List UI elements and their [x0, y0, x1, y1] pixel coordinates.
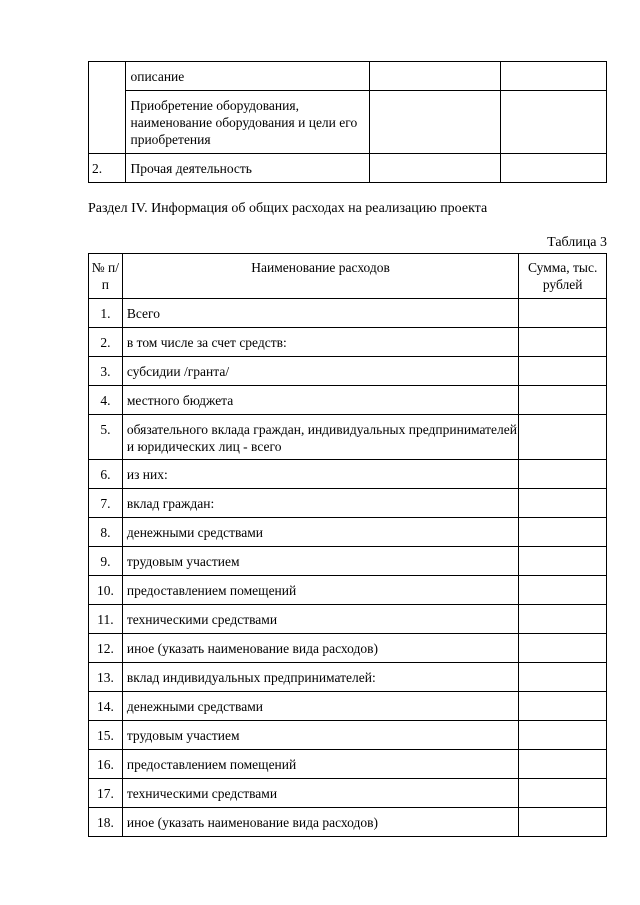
row-number-cell: 5.	[89, 415, 123, 460]
row-number-cell: 13.	[89, 663, 123, 692]
table-row	[89, 518, 607, 547]
value-cell	[370, 91, 501, 154]
table-row	[89, 328, 607, 357]
expense-name-cell: обязательного вклада граждан, индивидуальных предпринимателей и юридических лиц - всего	[122, 415, 519, 460]
header-sum: Сумма, тыс. рублей	[519, 254, 607, 299]
row-number-cell: 10.	[89, 576, 123, 605]
table-row	[89, 460, 607, 489]
table-row	[89, 299, 607, 328]
value-cell	[370, 154, 501, 183]
table-row	[89, 415, 607, 460]
row-number-cell	[89, 62, 126, 154]
table-row	[89, 663, 607, 692]
table-row	[89, 721, 607, 750]
sum-cell	[519, 692, 607, 721]
row-number-cell: 7.	[89, 489, 123, 518]
table-row	[89, 692, 607, 721]
value-cell	[370, 62, 501, 91]
expense-name-cell: трудовым участием	[122, 721, 519, 750]
row-number-cell: 4.	[89, 386, 123, 415]
sum-cell	[519, 634, 607, 663]
sum-cell	[519, 518, 607, 547]
table-caption: Таблица 3	[547, 235, 607, 250]
sum-cell	[519, 357, 607, 386]
row-number-cell: 16.	[89, 750, 123, 779]
table-header-row	[89, 254, 607, 299]
expense-name-cell: вклад граждан:	[122, 489, 519, 518]
expense-name-cell: предоставлением помещений	[122, 750, 519, 779]
expense-name-cell: в том числе за счет средств:	[122, 328, 519, 357]
table-row	[89, 386, 607, 415]
expense-continuation-table	[88, 61, 607, 183]
table-row	[89, 605, 607, 634]
expense-name-cell: иное (указать наименование вида расходов)	[122, 808, 519, 837]
sum-cell	[519, 299, 607, 328]
table-row	[89, 91, 607, 154]
row-number-cell: 12.	[89, 634, 123, 663]
description-cell: описание	[126, 62, 370, 91]
expense-name-cell: трудовым участием	[122, 547, 519, 576]
expenses-table	[88, 253, 607, 837]
row-number-cell: 17.	[89, 779, 123, 808]
expense-name-cell: из них:	[122, 460, 519, 489]
sum-cell	[519, 721, 607, 750]
row-number-cell: 8.	[89, 518, 123, 547]
expense-name-cell: денежными средствами	[122, 518, 519, 547]
sum-cell	[519, 460, 607, 489]
expense-name-cell: субсидии /гранта/	[122, 357, 519, 386]
row-number-cell: 2.	[89, 328, 123, 357]
table-row	[89, 62, 607, 91]
table-row	[89, 489, 607, 518]
table-row	[89, 779, 607, 808]
sum-cell	[519, 663, 607, 692]
description-cell: Прочая деятельность	[126, 154, 370, 183]
table-row	[89, 547, 607, 576]
table-row	[89, 154, 607, 183]
value-cell	[501, 62, 607, 91]
header-num: № п/п	[89, 254, 123, 299]
header-name: Наименование расходов	[122, 254, 519, 299]
expense-name-cell: Всего	[122, 299, 519, 328]
table-row	[89, 750, 607, 779]
table-row	[89, 634, 607, 663]
sum-cell	[519, 547, 607, 576]
row-number-cell: 14.	[89, 692, 123, 721]
row-number-cell: 15.	[89, 721, 123, 750]
expense-name-cell: вклад индивидуальных предпринимателей:	[122, 663, 519, 692]
row-number-cell: 2.	[89, 154, 126, 183]
table-row	[89, 576, 607, 605]
table-row	[89, 808, 607, 837]
row-number-cell: 9.	[89, 547, 123, 576]
value-cell	[501, 91, 607, 154]
sum-cell	[519, 779, 607, 808]
description-cell: Приобретение оборудования, наименование оборудования и цели его приобретения	[126, 91, 370, 154]
row-number-cell: 3.	[89, 357, 123, 386]
expense-name-cell: предоставлением помещений	[122, 576, 519, 605]
expense-name-cell: техническими средствами	[122, 605, 519, 634]
sum-cell	[519, 750, 607, 779]
expense-name-cell: денежными средствами	[122, 692, 519, 721]
expense-name-cell: иное (указать наименование вида расходов)	[122, 634, 519, 663]
row-number-cell: 18.	[89, 808, 123, 837]
sum-cell	[519, 328, 607, 357]
section-title: Раздел IV. Информация об общих расходах на реализацию проекта	[88, 201, 488, 216]
expense-name-cell: местного бюджета	[122, 386, 519, 415]
sum-cell	[519, 605, 607, 634]
row-number-cell: 1.	[89, 299, 123, 328]
table-row	[89, 357, 607, 386]
sum-cell	[519, 489, 607, 518]
row-number-cell: 6.	[89, 460, 123, 489]
sum-cell	[519, 415, 607, 460]
sum-cell	[519, 576, 607, 605]
value-cell	[501, 154, 607, 183]
row-number-cell: 11.	[89, 605, 123, 634]
sum-cell	[519, 808, 607, 837]
sum-cell	[519, 386, 607, 415]
expense-name-cell: техническими средствами	[122, 779, 519, 808]
